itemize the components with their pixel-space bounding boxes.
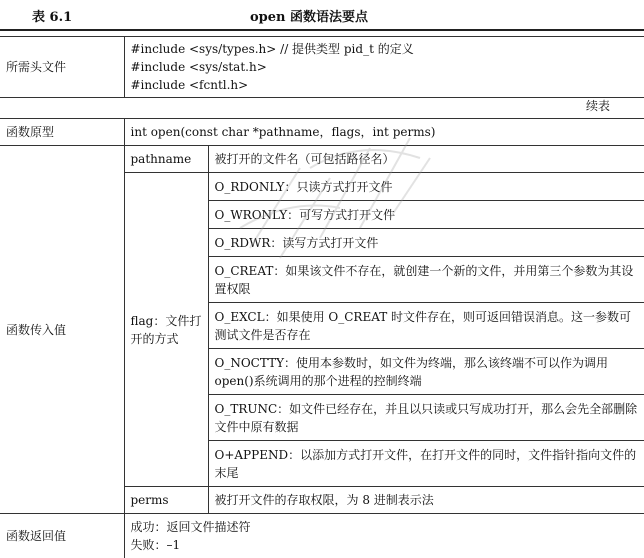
return-line: 失败：–1 <box>130 537 181 552</box>
returns-label: 函数返回值 <box>0 514 124 558</box>
flag-option: O_CREAT：如果该文件不存在，就创建一个新的文件，并用第三个参数为其设置权限 <box>208 257 644 303</box>
flag-option: O_EXCL：如果使用 O_CREAT 时文件存在，则可返回错误消息。这一参数可测试文件是否存在 <box>208 303 644 349</box>
flag-option: O_NOCTTY：使用本参数时，如文件为终端，那么该终端不可以作为调用 open()系统调用的那个进程的控制终端 <box>208 349 644 395</box>
params-label: 函数传入值 <box>0 146 124 514</box>
headers-label: 所需头文件 <box>0 37 124 98</box>
prototype-label: 函数原型 <box>0 119 124 146</box>
param-pathname-desc: 被打开的文件名（可包括路径名） <box>208 146 644 173</box>
flag-option: O+APPEND：以添加方式打开文件，在打开文件的同时，文件指针指向文件的末尾 <box>208 441 644 487</box>
flag-option: O_RDONLY：只读方式打开文件 <box>208 173 644 201</box>
header-line: #include <sys/types.h> // 提供类型 pid_t 的定义 <box>130 42 414 56</box>
param-flag-name: flag：文件打开的方式 <box>124 173 208 487</box>
table-title: open 函数语法要点 <box>250 10 369 25</box>
return-line: 成功：返回文件描述符 <box>130 519 251 534</box>
top-rule <box>0 29 644 31</box>
flag-option: O_RDWR：读写方式打开文件 <box>208 229 644 257</box>
syntax-table <box>0 118 644 558</box>
table-number: 表 6.1 <box>32 10 73 25</box>
param-pathname-name: pathname <box>124 146 208 173</box>
param-perms-desc: 被打开文件的存取权限，为 8 进制表示法 <box>208 487 644 514</box>
prototype-value: int open(const char *pathname，flags，int perms) <box>124 119 644 146</box>
header-line: #include <fcntl.h> <box>130 78 249 92</box>
returns-value <box>124 514 644 558</box>
param-perms-name: perms <box>124 487 208 514</box>
flag-option: O_WRONLY：可写方式打开文件 <box>208 201 644 229</box>
flag-option: O_TRUNC：如文件已经存在，并且以只读或只写成功打开，那么会先全部删除文件中原有数据 <box>208 395 644 441</box>
continued-label: 续表 <box>585 99 610 113</box>
headers-table <box>0 36 644 98</box>
headers-value <box>124 37 644 98</box>
header-line: #include <sys/stat.h> <box>130 60 267 74</box>
